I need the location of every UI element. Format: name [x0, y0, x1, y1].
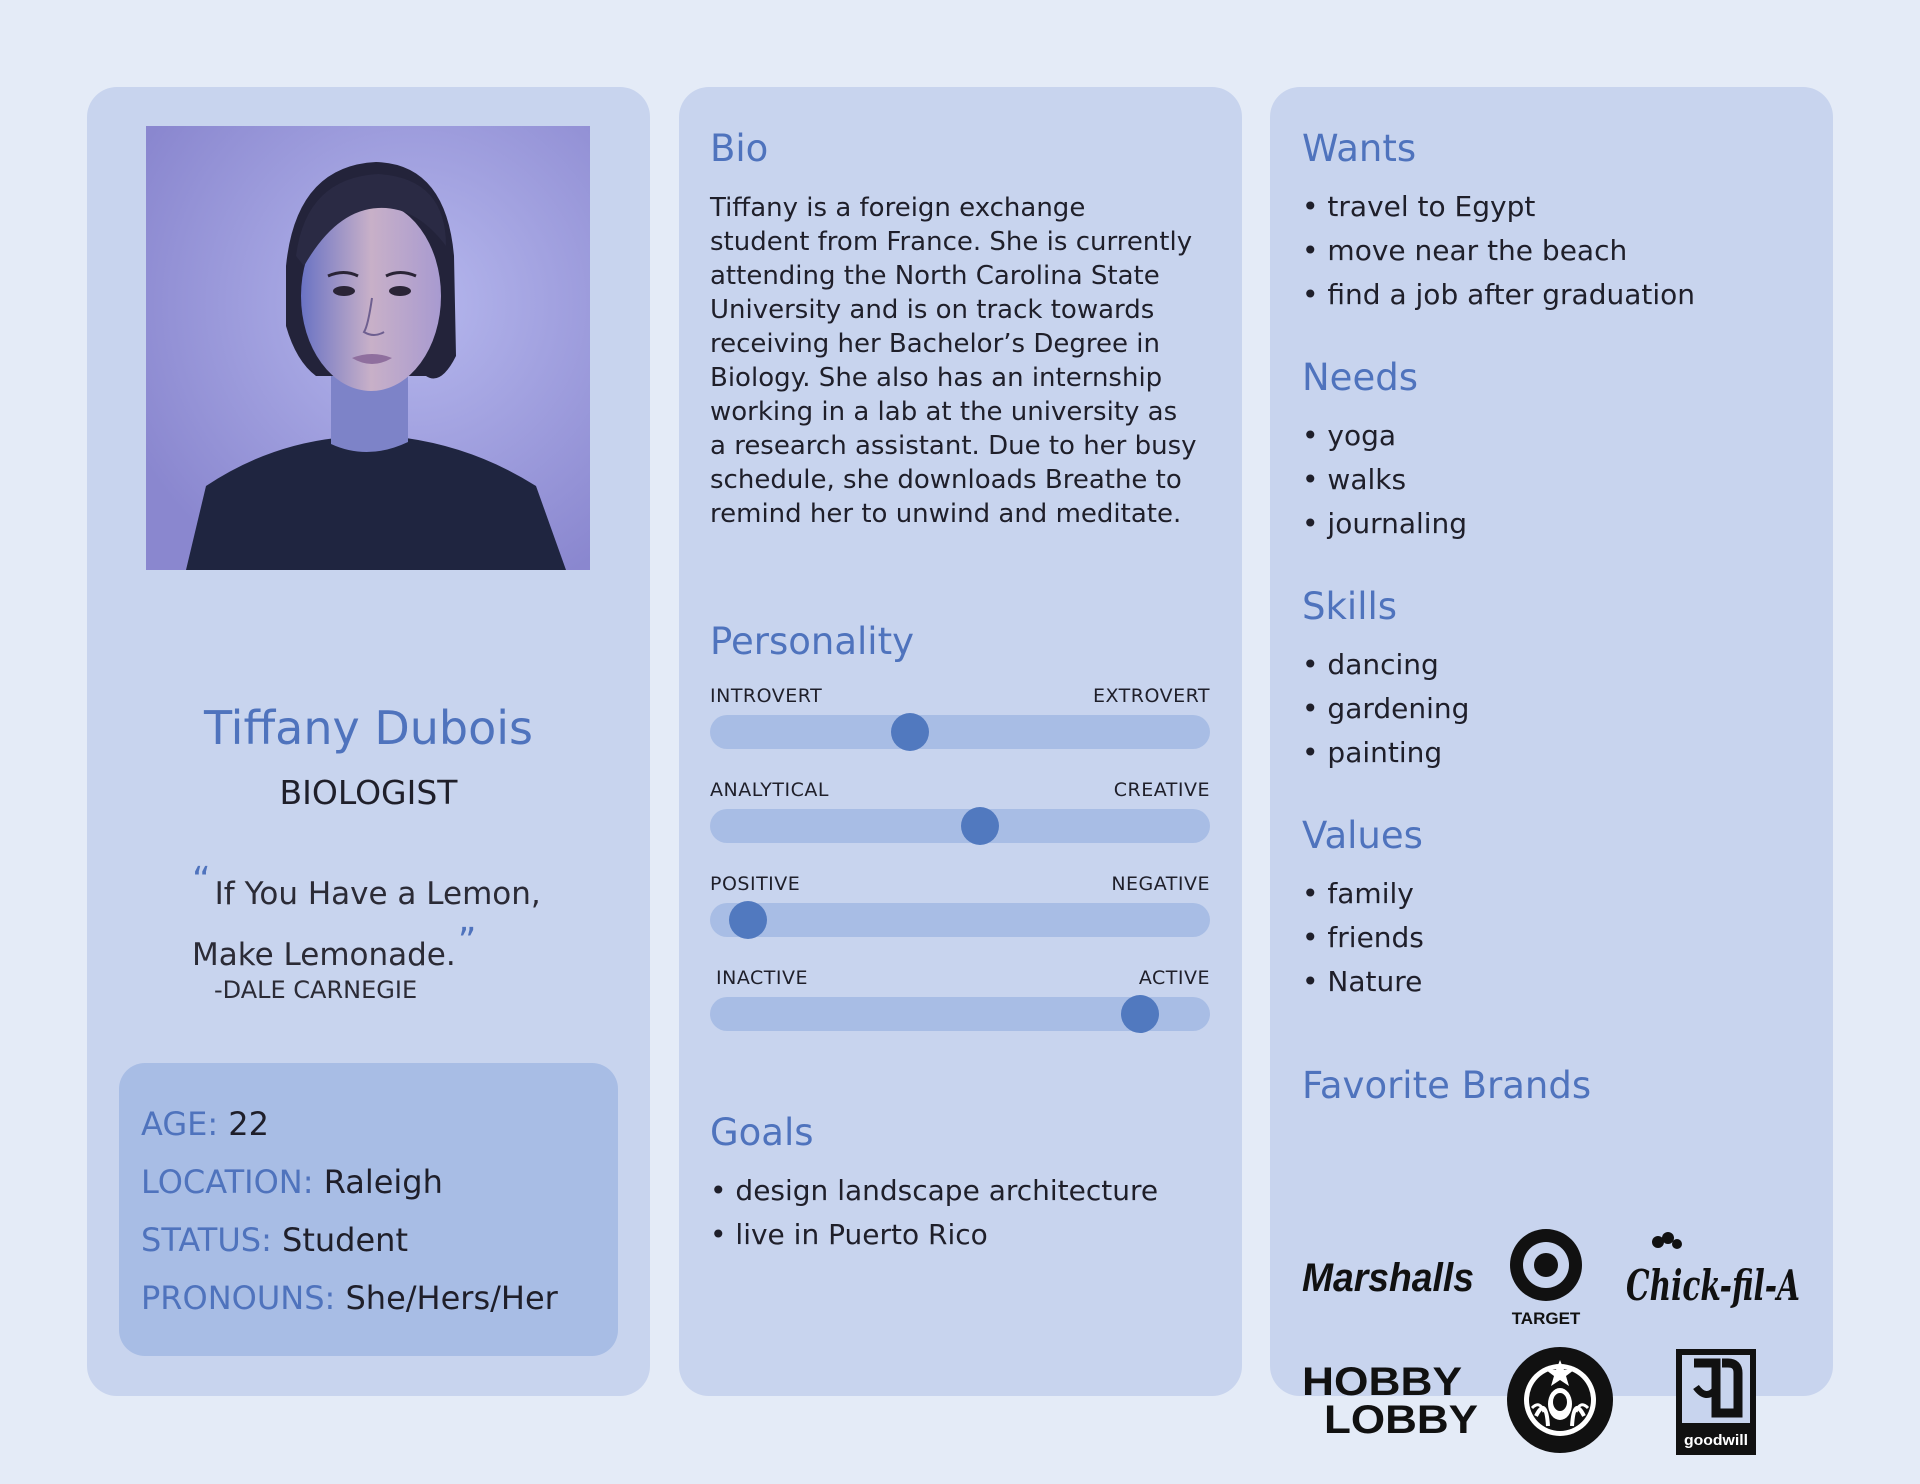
- personality-slider: [710, 967, 1210, 1037]
- wants-list: [1302, 185, 1695, 317]
- slider-knob: [891, 713, 929, 751]
- target-logo: [1506, 1229, 1586, 1333]
- marshalls-logo: [1302, 1247, 1482, 1307]
- slider-track: [710, 809, 1210, 843]
- values-heading: Values: [1302, 814, 1423, 857]
- svg-text:TARGET: TARGET: [1511, 1309, 1581, 1328]
- slider-track: [710, 903, 1210, 937]
- details-box: [119, 1063, 618, 1356]
- bio-line: Biology. She also has an internship: [710, 363, 1163, 393]
- goodwill-logo: [1676, 1349, 1756, 1459]
- list-item: • yoga: [1302, 419, 1397, 452]
- list-item: • family: [1302, 877, 1414, 910]
- values-list: [1302, 872, 1424, 1004]
- starbucks-logo-graphic: [1506, 1346, 1614, 1454]
- slider-right-label: ACTIVE: [1138, 967, 1210, 989]
- detail-value: Raleigh: [323, 1163, 443, 1201]
- close-quote-icon: ”: [457, 921, 477, 962]
- personality-slider: [710, 779, 1210, 849]
- goals-heading: Goals: [710, 1111, 814, 1154]
- list-item: • gardening: [1302, 692, 1470, 725]
- bio-line: working in a lab at the university as: [710, 397, 1178, 427]
- detail-label: PRONOUNS:: [141, 1279, 336, 1317]
- bio-line: remind her to unwind and meditate.: [710, 499, 1182, 529]
- hobby-lobby-logo: [1302, 1359, 1482, 1443]
- detail-age: [141, 1105, 269, 1143]
- goodwill-logo-graphic: [1676, 1349, 1756, 1455]
- profile-card: [87, 87, 650, 1396]
- slider-right-label: CREATIVE: [1113, 779, 1210, 801]
- bio-heading: Bio: [710, 127, 769, 170]
- detail-pronouns: [141, 1279, 558, 1317]
- starbucks-logo: [1506, 1346, 1614, 1458]
- bio-line: student from France. She is currently: [710, 227, 1193, 257]
- list-item: • walks: [1302, 463, 1407, 496]
- slider-left-label: INACTIVE: [716, 967, 808, 989]
- svg-text:HOBBY: HOBBY: [1302, 1360, 1463, 1404]
- slider-track: [710, 715, 1210, 749]
- goals-list: [710, 1169, 1158, 1257]
- needs-heading: Needs: [1302, 356, 1418, 399]
- quote-author: -DALE CARNEGIE: [214, 976, 418, 1004]
- svg-text:Chick-fil-A: Chick-fil-A: [1626, 1261, 1800, 1310]
- open-quote-icon: “: [192, 860, 211, 901]
- bio-line: schedule, she downloads Breathe to: [710, 465, 1182, 495]
- persona-role: BIOLOGIST: [279, 773, 458, 812]
- skills-list: [1302, 643, 1469, 775]
- bio-line: attending the North Carolina State: [710, 261, 1160, 291]
- marshalls-logo-graphic: [1302, 1247, 1482, 1303]
- slider-knob: [729, 901, 767, 939]
- persona-quote: [192, 857, 612, 979]
- list-item: • journaling: [1302, 507, 1468, 540]
- svg-text:goodwill: goodwill: [1684, 1432, 1748, 1449]
- slider-left-label: INTROVERT: [710, 685, 823, 707]
- list-item: • find a job after graduation: [1302, 278, 1696, 311]
- list-item: • move near the beach: [1302, 234, 1628, 267]
- hobby-lobby-logo-graphic: [1302, 1359, 1482, 1442]
- chick-fil-a-logo-graphic: [1624, 1230, 1804, 1320]
- list-item: • design landscape architecture: [710, 1174, 1159, 1207]
- svg-text:Marshalls: Marshalls: [1302, 1256, 1474, 1300]
- bio-line: a research assistant. Due to her busy: [710, 431, 1197, 461]
- bio-line: receiving her Bachelor’s Degree in: [710, 329, 1160, 359]
- portrait-image: [146, 126, 590, 570]
- list-item: • Nature: [1302, 965, 1423, 998]
- wants-card: [1270, 87, 1833, 1449]
- slider-right-label: EXTROVERT: [1092, 685, 1210, 707]
- target-logo-graphic: [1506, 1229, 1586, 1329]
- detail-value: Student: [282, 1221, 408, 1259]
- bio-line: Tiffany is a foreign exchange: [710, 193, 1086, 223]
- slider-left-label: ANALYTICAL: [710, 779, 829, 801]
- wants-heading: Wants: [1302, 127, 1417, 170]
- slider-right-label: NEGATIVE: [1111, 873, 1210, 895]
- personality-slider: [710, 873, 1210, 943]
- brands-heading: Favorite Brands: [1302, 1064, 1592, 1107]
- list-item: • dancing: [1302, 648, 1439, 681]
- avatar: [146, 126, 590, 570]
- detail-location: [141, 1163, 443, 1201]
- detail-value: She/Hers/Her: [345, 1279, 558, 1317]
- slider-knob: [1121, 995, 1159, 1033]
- detail-label: AGE:: [141, 1105, 219, 1143]
- detail-value: 22: [228, 1105, 270, 1143]
- needs-list: [1302, 414, 1467, 546]
- slider-knob: [961, 807, 999, 845]
- chick-fil-a-logo: [1624, 1230, 1804, 1324]
- detail-status: [141, 1221, 408, 1259]
- bio-line: University and is on track towards: [710, 295, 1155, 325]
- quote-line-2: Make Lemonade.: [192, 937, 456, 973]
- list-item: • live in Puerto Rico: [710, 1218, 988, 1251]
- persona-name: Tiffany Dubois: [203, 701, 533, 755]
- bio-text: [710, 191, 1220, 531]
- list-item: • travel to Egypt: [1302, 190, 1536, 223]
- personality-heading: Personality: [710, 620, 914, 663]
- list-item: • painting: [1302, 736, 1443, 769]
- quote-line-1: If You Have a Lemon,: [214, 876, 541, 912]
- list-item: • friends: [1302, 921, 1424, 954]
- svg-text:LOBBY: LOBBY: [1324, 1398, 1479, 1442]
- personality-slider: [710, 685, 1210, 755]
- detail-label: LOCATION:: [141, 1163, 314, 1201]
- bio-card: [679, 87, 1242, 1396]
- slider-left-label: POSITIVE: [710, 873, 801, 895]
- skills-heading: Skills: [1302, 585, 1398, 628]
- detail-label: STATUS:: [141, 1221, 272, 1259]
